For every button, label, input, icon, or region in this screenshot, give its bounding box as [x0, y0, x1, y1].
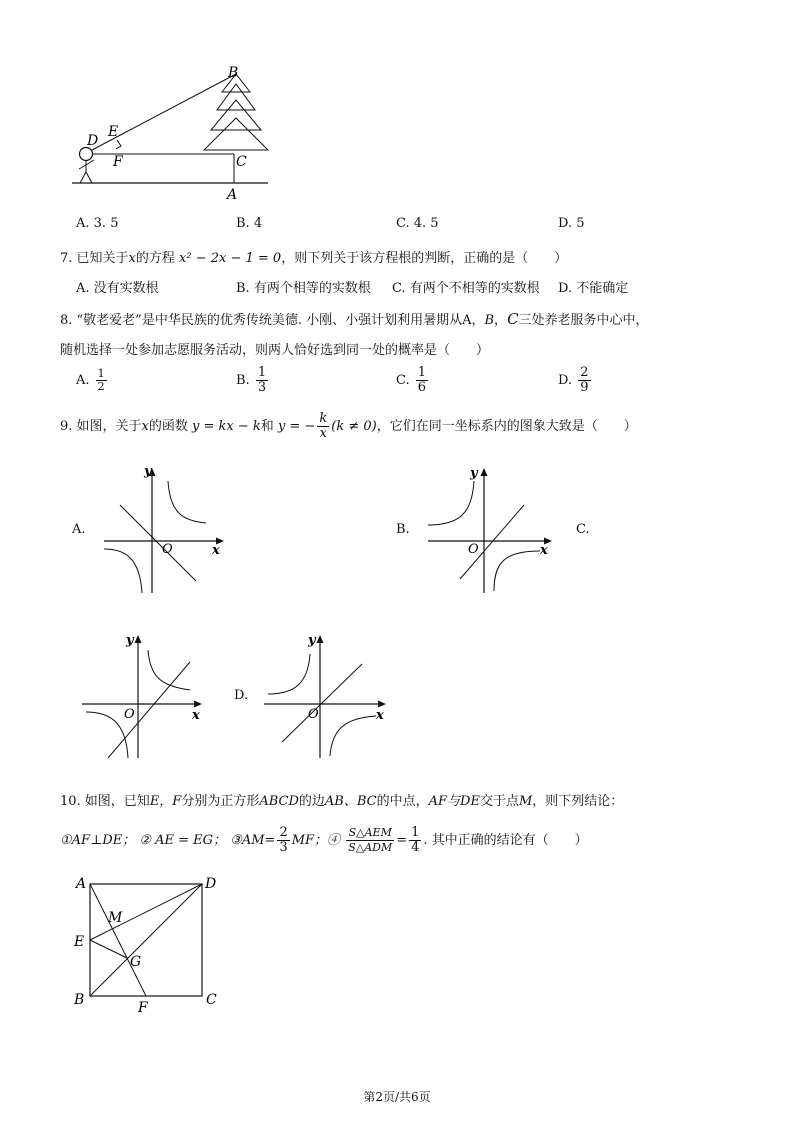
label-C: C: [206, 992, 217, 1008]
q8-stem-line2: 随机选择一处参加志愿服务活动，则两人恰好选到同一处的概率是（ ）: [60, 343, 490, 358]
q6-option-d[interactable]: D. 5: [558, 216, 585, 231]
label-D: D: [87, 133, 99, 149]
y-axis-label: y: [144, 464, 152, 479]
tree-figure: [70, 62, 275, 202]
graph-c: [80, 632, 210, 762]
label-A: A: [227, 187, 238, 202]
square-figure: [70, 872, 230, 1017]
q7-option-c[interactable]: C. 有两个不相等的实数根: [392, 281, 540, 296]
q8-option-a[interactable]: A. $\frac{1}{2}$: [76, 367, 105, 393]
x-axis-label: x: [540, 543, 548, 558]
label-C: C: [236, 154, 247, 170]
q10-conclusions: ①AF⊥DE； ② AE = EG； ③AM= $\frac{2}{3}$ MF；④ $\frac{\text{S△AEM}}{\text{S△ADM}}$ = $\frac{1}{4}$ . 其中正确的结论有（ ）: [60, 825, 588, 855]
q6-option-c[interactable]: C. 4. 5: [396, 216, 439, 231]
label-G: G: [130, 954, 142, 970]
q8-option-b[interactable]: B. $\frac{1}{3}$: [236, 365, 267, 395]
label-B: B: [228, 65, 239, 81]
q8-option-c[interactable]: C. $\frac{1}{6}$: [396, 365, 427, 395]
conclusion-3: ③AM=: [230, 833, 276, 848]
q9-option-b[interactable]: B.: [396, 522, 410, 537]
conclusion-1: ①AF⊥DE；: [60, 833, 136, 848]
label-B: B: [74, 992, 85, 1008]
conclusion-4: $\frac{\text{S△AEM}}{\text{S△ADM}}$: [348, 826, 393, 854]
page-footer: 第2页/共6页: [363, 1090, 431, 1104]
label-F: F: [113, 154, 123, 170]
conclusion-2: ② AE = EG；: [139, 833, 227, 848]
q7-option-a[interactable]: A. 没有实数根: [76, 281, 159, 296]
label-D: D: [205, 876, 217, 892]
x-axis-label: x: [192, 708, 200, 723]
x-axis-label: x: [376, 708, 384, 723]
label-M: M: [108, 910, 123, 926]
x-axis-label: x: [212, 543, 220, 558]
q7-equation: x² − 2x − 1 = 0: [179, 251, 282, 266]
label-A: A: [76, 876, 87, 892]
q7-option-b[interactable]: B. 有两个相等的实数根: [236, 281, 371, 296]
q6-option-b[interactable]: B. 4: [236, 216, 263, 231]
origin-label: O: [124, 707, 135, 722]
y-axis-label: y: [308, 633, 316, 648]
origin-label: O: [162, 542, 173, 557]
label-F: F: [138, 1000, 148, 1016]
q9-function-2: y = −: [277, 419, 316, 434]
q10-stem-line1: 10. 如图，已知E，F分别为正方形ABCD的边AB、BC的中点，AF与DE交于点M，则下列结论：: [60, 794, 624, 809]
label-E: E: [74, 934, 85, 950]
q7-option-d[interactable]: D. 不能确定: [558, 281, 629, 296]
q9-option-a[interactable]: A.: [72, 522, 86, 537]
q8-stem-line1: 8. “敬老爱老”是中华民族的优秀传统美德. 小刚、小强计划利用暑期从A，B，C三处养老服务中心中，: [60, 310, 649, 328]
q6-option-a[interactable]: A. 3. 5: [76, 216, 119, 231]
q9-stem: 9. 如图，关于x的函数 y = kx − k和 y = − $\frac{k}{x}$ (k ≠ 0)，它们在同一坐标系内的图象大致是（ ）: [60, 411, 637, 441]
origin-label: O: [468, 542, 479, 557]
origin-label: O: [308, 707, 319, 722]
q7-stem: 7. 已知关于x的方程 x² − 2x − 1 = 0，则下列关于该方程根的判断，正确的是（ ）: [60, 251, 568, 266]
q9-option-d[interactable]: D.: [234, 688, 249, 703]
q8-option-d[interactable]: D. $\frac{2}{9}$: [558, 365, 589, 395]
q9-option-c[interactable]: C.: [576, 522, 590, 537]
graph-d: [262, 632, 394, 762]
y-axis-label: y: [470, 466, 478, 481]
graph-a: [98, 463, 228, 598]
label-E: E: [108, 124, 119, 140]
q9-function-1: y = kx − k: [192, 419, 261, 434]
y-axis-label: y: [126, 633, 134, 648]
graph-b: [424, 463, 559, 598]
